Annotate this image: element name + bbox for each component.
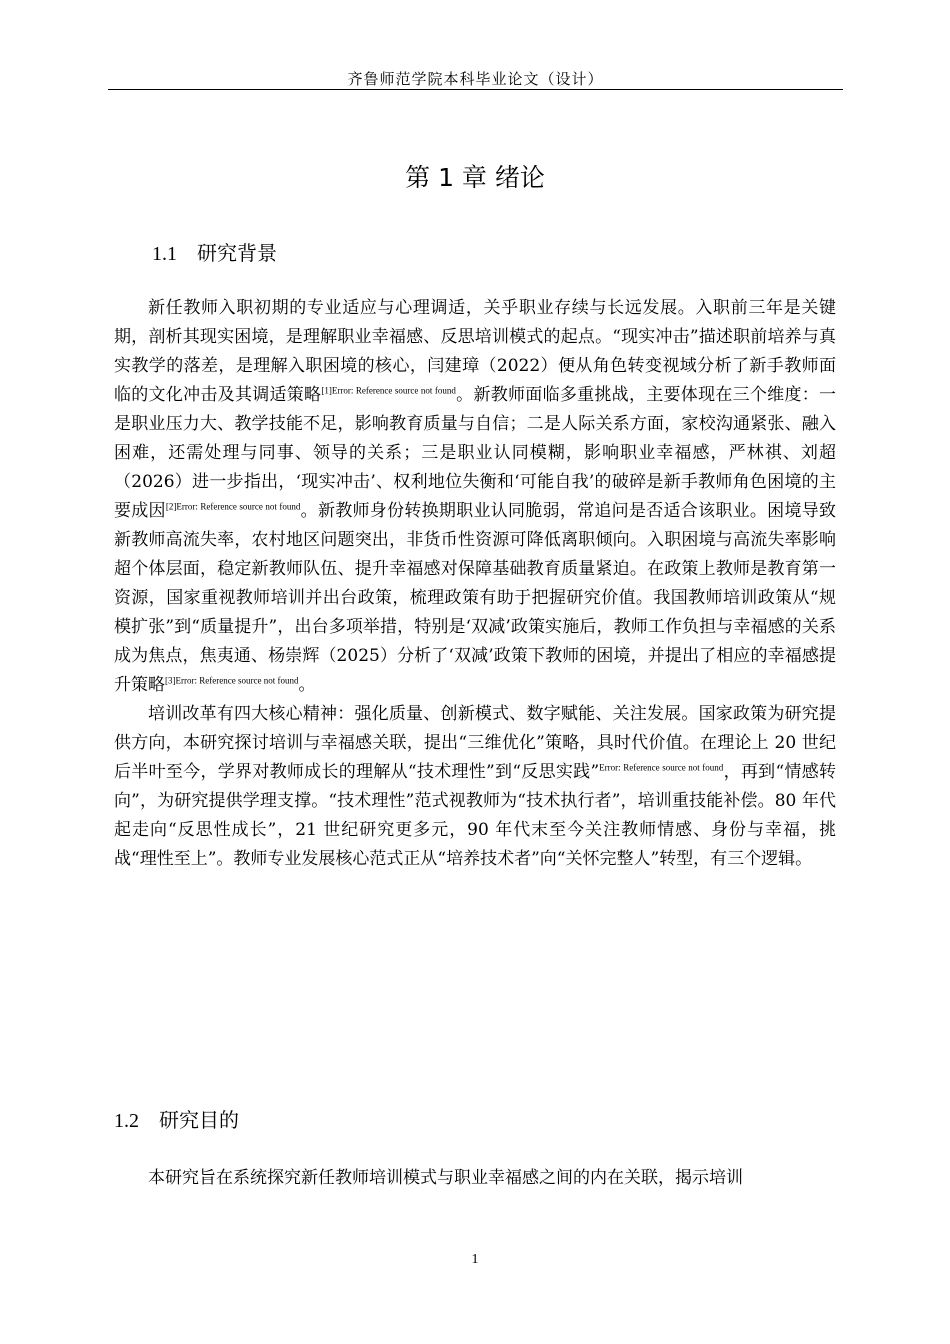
paragraph: 新任教师入职初期的专业适应与心理调适，关乎职业存续与长远发展。入职前三年是关键期，剖析其现实困境，是理解职业幸福感、反思培训模式的起点。“现实冲击”描述职前培养与真实教学的落差，是理解入职困境的核心，闫建璋（2022）便从角色转变视域分析了新手教师面临的文化冲击及其调适策略$^{[1]Error: Reference source not found}$。新教师面临多重挑战，主要体现在三个维度：一是职业压力大、教学技能不足，影响教育质量与自信；二是人际关系方面，家校沟通紧张、融入困难，还需处理与同事、领导的关系；三是职业认同模糊，影响职业幸福感，严林祺、刘超（2026）进一步指出，‘现实冲击’、权利地位失衡和‘可能自我’的破碎是新手教师角色困境的主要成因$^{[2]Error: Reference source not found}$。新教师身份转换期职业认同脆弱，常追问是否适合该职业。困境导致新教师高流失率，农村地区问题突出，非货币性资源可降低离职倾向。入职困境与高流失率影响超个体层面，稳定新教师队伍、提升幸福感对保障基础教育质量紧迫。在政策上教师是教育第一资源，国家重视教师培训并出台政策，梳理政策有助于把握研究价值。我国教师培训政策从“规模扩张”到“质量提升”，出台多项举措，特别是‘双减’政策实施后，教师工作负担与幸福感的关系成为焦点，焦夷通、杨崇辉（2025）分析了‘双减’政策下教师的困境，并提出了相应的幸福感提升策略$^{[3]Error: Reference source not found}$。	[114, 298, 837, 695]
section-heading-1-1	[152, 237, 277, 266]
paragraph: 培训改革有四大核心精神：强化质量、创新模式、数字赋能、关注发展。国家政策为研究提供方向，本研究探讨培训与幸福感关联，提出“三维优化”策略，具时代价值。在理论上 20 世纪后半叶至今，学界对教师成长的理解从“技术理性”到“反思实践”$^{Error: Reference source not found}$，再到“情感转向”，为研究提供学理支撑。“技术理性”范式视教师为“技术执行者”，培训重技能补偿。80 年代起走向“反思性成长”，21 世纪研究更多元，90 年代末至今关注教师情感、身份与幸福，挑战“理性至上”。教师专业发展核心范式正从“培养技术者”向“关怀完整人”转型，有三个逻辑。	[114, 704, 836, 869]
section-number: 1.1	[152, 243, 177, 265]
reference-marker: [2]Error: Reference source not found	[165, 501, 301, 512]
reference-marker: [3]Error: Reference source not found	[165, 675, 299, 686]
page-number: 1	[471, 1252, 479, 1267]
paragraph: 本研究旨在系统探究新任教师培训模式与职业幸福感之间的内在关联，揭示培训	[148, 1168, 743, 1188]
section-number: 1.2	[114, 1110, 139, 1132]
body-text-block-1	[114, 294, 836, 874]
reference-marker: [1]Error: Reference source not found	[321, 385, 456, 396]
section-title: 研究背景	[197, 241, 277, 265]
section-heading-1-2	[114, 1104, 239, 1133]
header-rule	[108, 89, 843, 90]
body-text-block-2	[114, 1164, 836, 1193]
running-header: 齐鲁师范学院本科毕业论文（设计）	[347, 70, 604, 88]
reference-marker: Error: Reference source not found	[599, 762, 724, 773]
chapter-title: 第 1 章 绪论	[405, 163, 545, 192]
section-title: 研究目的	[159, 1108, 239, 1132]
